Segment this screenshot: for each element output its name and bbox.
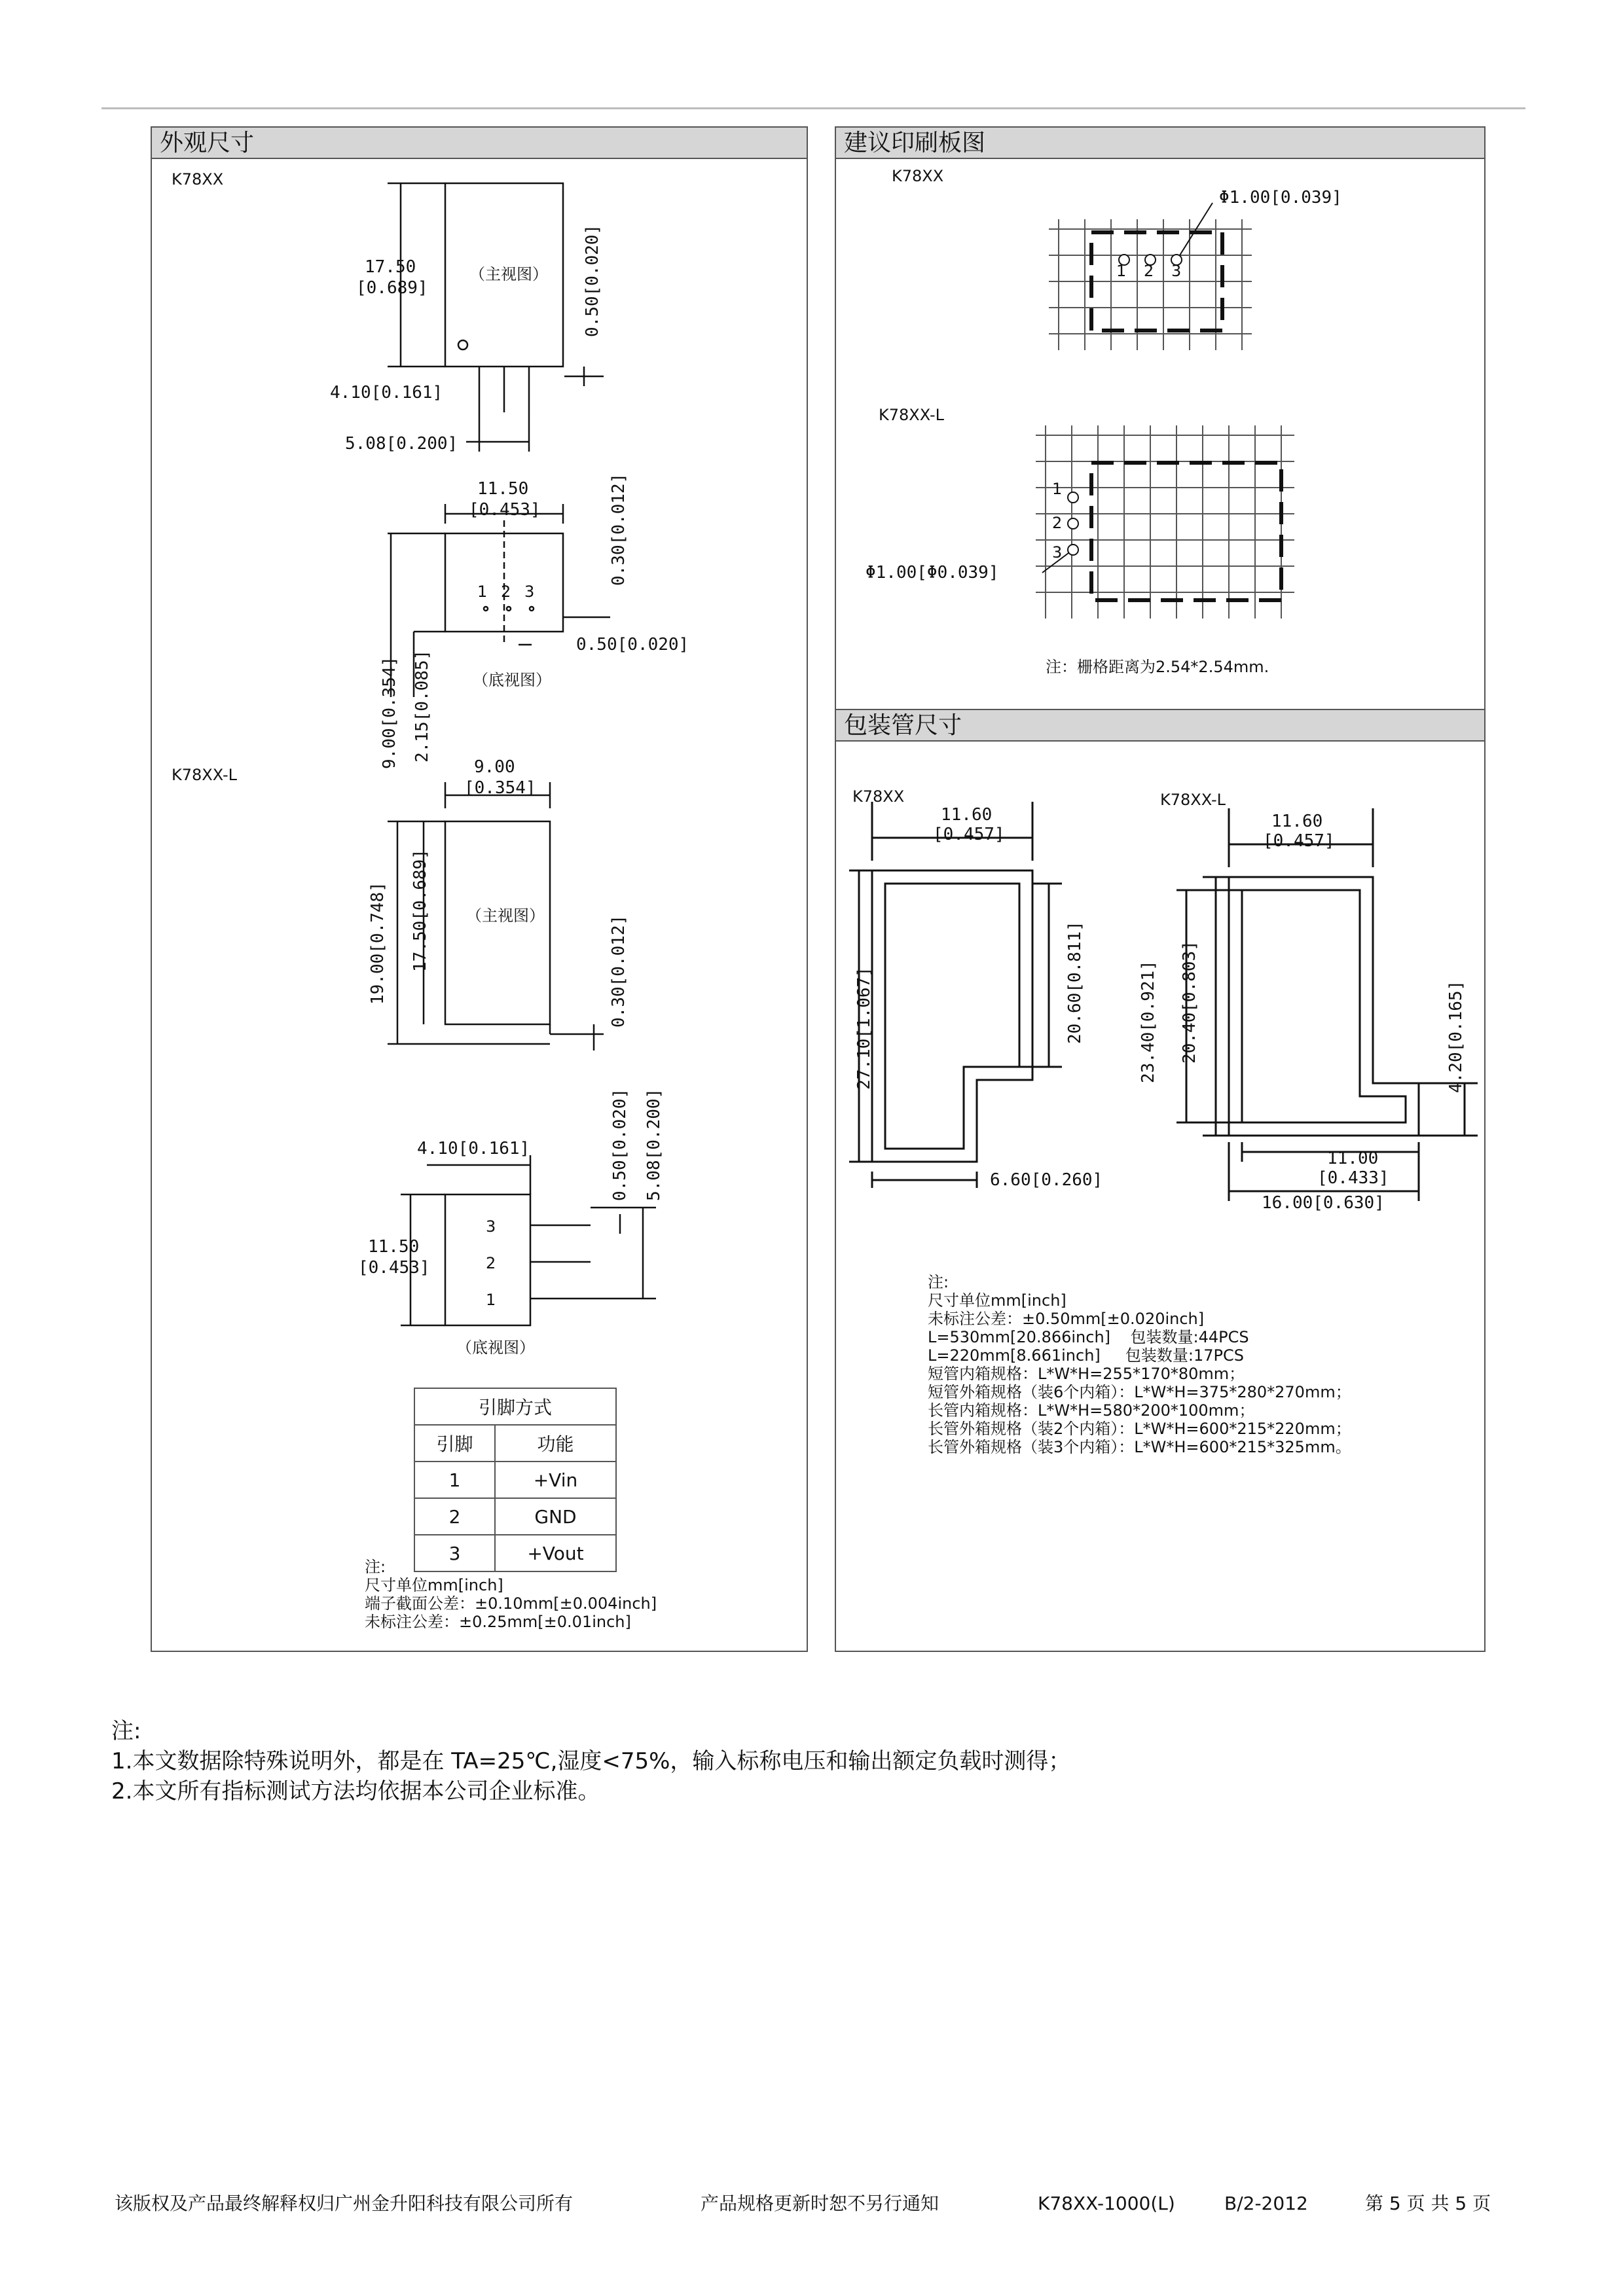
l-height-dim: 19.00[0.748]: [368, 882, 388, 1005]
height-dim-inch: [0.689]: [356, 278, 428, 298]
front-view-label: （主视图）: [469, 265, 548, 283]
pin-table-col-pin: 引脚: [414, 1425, 495, 1462]
d2-dim: 2.15[0.085]: [412, 649, 432, 762]
model-label-k78xx: K78XX: [172, 170, 224, 188]
dimensions-panel: [151, 126, 808, 1652]
pcb-a-pin-3: 3: [1171, 262, 1182, 280]
bottom-view-label: （底视图）: [473, 671, 551, 689]
l-thickness-dim: 0.30[0.012]: [609, 914, 629, 1028]
top-rule: [101, 107, 1525, 109]
pcb-b-pin-2: 2: [1052, 514, 1063, 532]
tube-a-height: 27.10[1.067]: [854, 967, 874, 1090]
l-pin-1: 1: [486, 1291, 496, 1309]
l-bottom-view-label: （底视图）: [456, 1338, 535, 1357]
pcb-b-pin-1: 1: [1052, 480, 1063, 498]
pcb-layout-panel-title: 建议印刷板图: [836, 128, 1484, 159]
tube-b-foot: 11.00: [1327, 1149, 1379, 1168]
footer-page: 第 5 页 共 5 页: [1365, 2193, 1491, 2214]
width-dim-inch: [0.453]: [469, 500, 541, 520]
tube-a-width-inch: [0.457]: [933, 825, 1005, 844]
tube-model-k78xx-l: K78XX-L: [1160, 791, 1226, 809]
l-pin-3: 3: [486, 1217, 496, 1236]
pin-table-title: 引脚方式: [414, 1388, 616, 1425]
pin-pitch-dim: 5.08[0.200]: [345, 434, 458, 454]
pcb-grid-note: 注：栅格距离为2.54*2.54mm.: [1046, 658, 1269, 676]
pcb-grid-drawings: [836, 128, 1484, 710]
pcb-b-pin-3: 3: [1052, 543, 1063, 562]
tube-model-k78xx: K78XX: [852, 787, 905, 806]
tube-a-height2: 20.60[0.811]: [1065, 921, 1085, 1044]
pcb-model-k78xx-l: K78XX-L: [879, 406, 944, 424]
table-row: 1 +Vin: [414, 1462, 616, 1498]
tube-panel-title: 包装管尺寸: [836, 710, 1484, 742]
width-dim: 11.50: [477, 479, 529, 499]
tube-a-base: 6.60[0.260]: [990, 1170, 1103, 1190]
tube-b-height: 23.40[0.921]: [1139, 960, 1158, 1083]
model-label-k78xx-l: K78XX-L: [172, 766, 237, 784]
table-row: 2 GND: [414, 1498, 616, 1535]
footer-model: K78XX-1000(L): [1038, 2193, 1175, 2214]
t1-dim: 0.30[0.012]: [609, 473, 629, 586]
l-pin-2: 2: [486, 1254, 496, 1272]
bottom-pin-2: 2: [501, 583, 511, 601]
l-pin-length-dim: 4.10[0.161]: [417, 1139, 530, 1158]
footer-copyright: 该版权及产品最终解释权归广州金升阳科技有限公司所有: [115, 2193, 574, 2214]
tube-panel: [835, 709, 1486, 1652]
tube-b-total: 16.00[0.630]: [1262, 1193, 1385, 1213]
dimension-notes: 注: 尺寸单位mm[inch] 端子截面公差：±0.10mm[±0.004inch] 未标注公差：±0.25mm[±0.01inch]: [365, 1558, 657, 1631]
bottom-pin-3: 3: [524, 583, 535, 601]
tube-b-height2: 20.40[0.803]: [1180, 941, 1199, 1064]
height-dim: 17.50: [365, 257, 416, 277]
pcb-hole-dim-b: Φ1.00[Φ0.039]: [866, 563, 999, 583]
pcb-a-pin-1: 1: [1116, 262, 1127, 280]
thickness-dim: 0.50[0.020]: [583, 224, 602, 337]
footer-version: B/2-2012: [1224, 2193, 1308, 2214]
l-width-dim-inch: [0.354]: [464, 778, 536, 798]
footer-notice: 产品规格更新时恕不另行通知: [701, 2193, 939, 2214]
d1-dim: 9.00[0.354]: [380, 656, 399, 769]
pcb-layout-panel: [835, 126, 1486, 711]
tube-b-foot-inch: [0.433]: [1317, 1168, 1389, 1188]
l-front-view-label: （主视图）: [466, 906, 545, 925]
pin-table-col-func: 功能: [495, 1425, 616, 1462]
pin-function-table: [414, 1388, 617, 1572]
tube-notes: 注: 尺寸单位mm[inch] 未标注公差：±0.50mm[±0.020inch] L=530mm[20.866inch] 包装数量:44PCS L=220mm[8.661inch] 包装数量:17PCS 短管内箱规格：L*W*H=255*170*80mm； 短管外箱规格（装6个内箱）：L*W*H=375*280*270mm； 长管内箱规格：L*W*H=580*200*100mm； 长管外箱规格（装2个内箱）：L*W*H=600*215*220mm； 长管外箱规格（装3个内箱）：L*W*H=600*215*325mm。: [928, 1273, 1351, 1456]
pin-length-dim: 4.10[0.161]: [330, 383, 443, 403]
tube-b-step: 4.20[0.165]: [1446, 980, 1466, 1093]
l-height2-dim: 17.50[0.689]: [410, 849, 430, 972]
l-length-dim-inch: [0.453]: [358, 1258, 430, 1278]
pcb-model-k78xx: K78XX: [892, 167, 944, 185]
l-width-dim: 9.00: [474, 757, 515, 777]
pcb-a-pin-2: 2: [1144, 262, 1154, 280]
dimensions-panel-title: 外观尺寸: [152, 128, 807, 159]
l-length-dim: 11.50: [368, 1237, 420, 1257]
l-pin-width-dim: 0.50[0.020]: [610, 1088, 630, 1201]
tube-a-width: 11.60: [941, 805, 993, 825]
tube-b-width-inch: [0.457]: [1263, 831, 1335, 851]
table-row: 3 +Vout: [414, 1535, 616, 1571]
bottom-pin-1: 1: [477, 583, 488, 601]
pin-width-dim: 0.50[0.020]: [576, 635, 689, 655]
l-pin-pitch-dim: 5.08[0.200]: [644, 1088, 664, 1201]
tube-b-width: 11.60: [1271, 812, 1323, 831]
pcb-hole-dim-a: Φ1.00[0.039]: [1219, 188, 1342, 207]
page-notes: 注: 1.本文数据除特殊说明外，都是在 TA=25℃,湿度<75%，输入标称电压和输出额定负载时测得； 2.本文所有指标测试方法均依据本公司企业标准。: [111, 1718, 1071, 1804]
